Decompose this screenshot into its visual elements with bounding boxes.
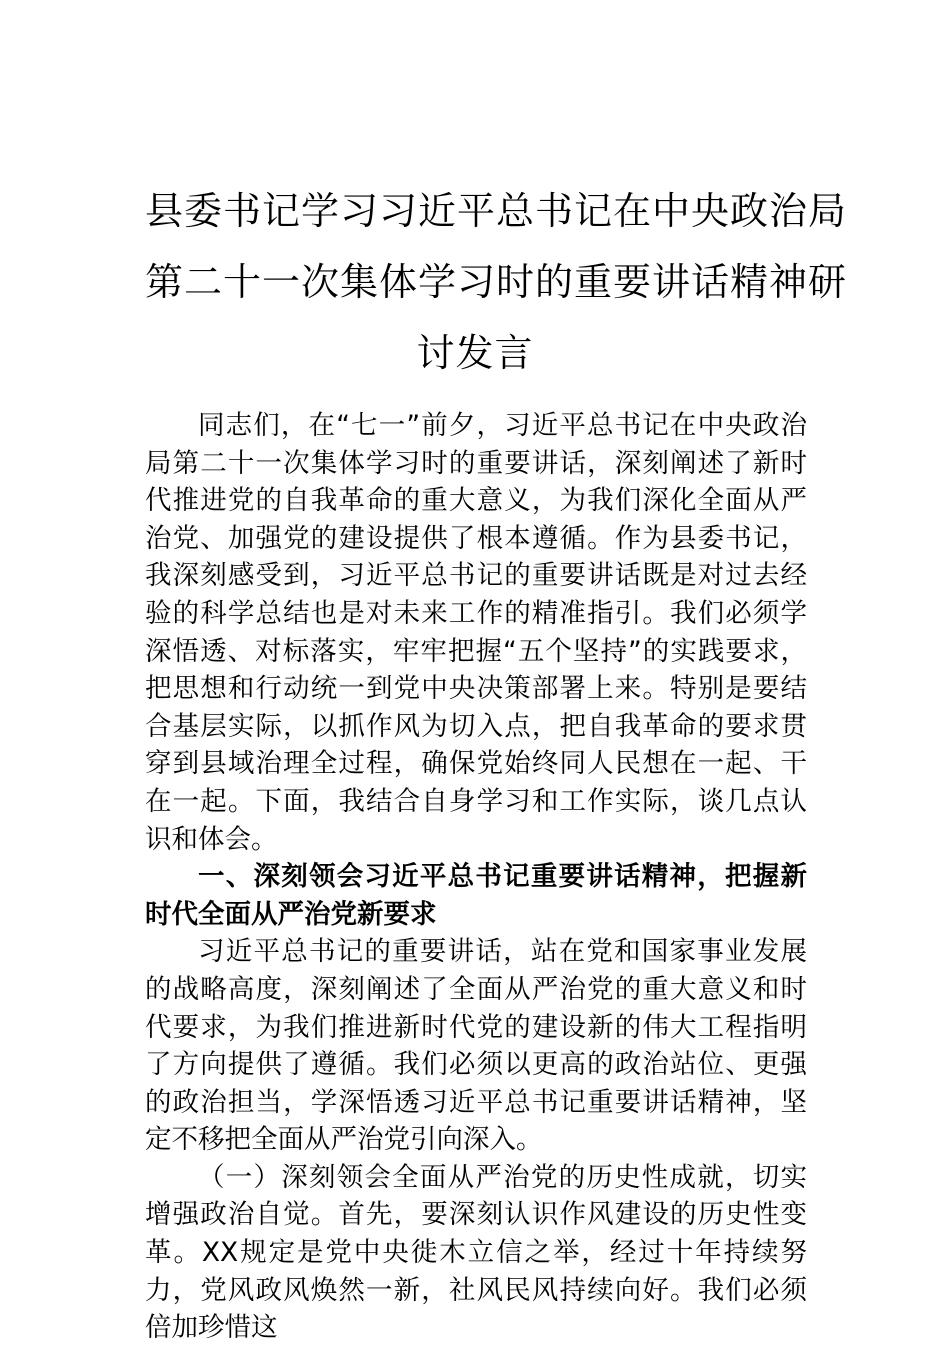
title-line-2: 第二十一次集体学习时的重要讲话精神研 bbox=[145, 260, 848, 304]
title-line-3: 讨发言 bbox=[416, 331, 534, 375]
document-title bbox=[145, 176, 848, 389]
section-heading-1: 一、深刻领会习近平总书记重要讲话精神，把握新时代全面从严治党新要求 bbox=[145, 861, 807, 930]
section-1-paragraph: 习近平总书记的重要讲话，站在党和国家事业发展的战略高度，深刻阐述了全面从严治党的重大意义和时代要求，为我们推进新时代党的建设新的伟大工程指明了方向提供了遵循。我们必须以更高的政治站位、更强的政治担当，学深悟透习近平总书记重要讲话精神，坚定不移把全面从严治党引向深入。 bbox=[145, 936, 807, 1156]
document-body bbox=[145, 407, 807, 1347]
subsection-1-paragraph: （一）深刻领会全面从严治党的历史性成就，切实增强政治自觉。首先，要深刻认识作风建设的历史性变革。XX规定是党中央徙木立信之举，经过十年持续努力，党风政风焕然一新，社风民风持续向好。我们必须倍加珍惜这 bbox=[145, 1161, 807, 1344]
title-line-1: 县委书记学习习近平总书记在中央政治局 bbox=[145, 189, 848, 233]
intro-paragraph: 同志们，在“七一”前夕，习近平总书记在中央政治局第二十一次集体学习时的重要讲话，深刻阐述了新时代推进党的自我革命的重大意义，为我们深化全面从严治党、加强党的建设提供了根本遵循。作为县委书记，我深刻感受到，习近平总书记的重要讲话既是对过去经验的科学总结也是对未来工作的精准指引。我们必须学深悟透、对标落实，牢牢把握“五个坚持”的实践要求，把思想和行动统一到党中央决策部署上来。特别是要结合基层实际，以抓作风为切入点，把自我革命的要求贯穿到县域治理全过程，确保党始终同人民想在一起、干在一起。下面，我结合自身学习和工作实际，谈几点认识和体会。 bbox=[145, 410, 807, 855]
